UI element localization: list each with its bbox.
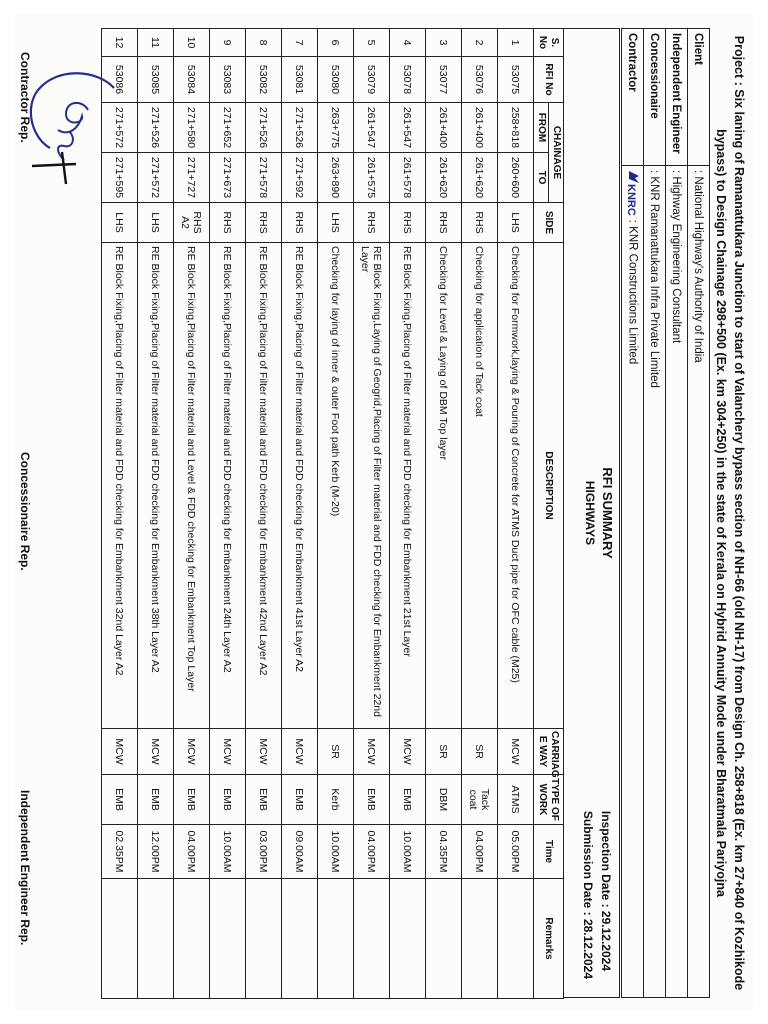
info-value-text: : National Highway's Authority of India <box>692 170 705 363</box>
cell-description: RE Block Fixing,Placing of Filter material and FDD checking for Embankment 42nd Layer A2 <box>246 243 282 729</box>
cell-to: 261+575 <box>354 153 390 203</box>
cell-description: Checking for Formwork,laying & Pouring of Concrete for ATMS Duct pipe for OFC cable (M25) <box>498 243 534 729</box>
cell-to: 260+600 <box>498 153 534 203</box>
knr-logo-icon <box>625 170 640 216</box>
cell-from: 263+775 <box>318 103 354 153</box>
independent-engineer-rep-label: Independent Engineer Rep. <box>18 790 32 946</box>
project-title: Project : Six laning of Ramanattukara Junction to start of Valanchery bypass section of NH-66 (old NH-17) from Design Ch. 258+818 (Ex. km 27+840 of Kozhikode bypass) to Design Chainage 298+500 (Ex. km 304+250) in the state of Kerala on Hybrid Annuity Mode under Bharatmala Pariyojna <box>714 35 746 991</box>
cell-time: 04.00PM <box>462 825 498 879</box>
col-to: TO <box>534 153 549 203</box>
cell-time: 04.35PM <box>426 825 462 879</box>
cell-sno: 1 <box>498 29 534 57</box>
cell-type-of-work: EMB <box>210 775 246 825</box>
cell-sno: 2 <box>462 29 498 57</box>
cell-description: Checking for Level & Laying of DBM Top layer <box>426 243 462 729</box>
cell-time: 02.35PM <box>102 825 138 879</box>
cell-remarks <box>282 879 318 999</box>
cell-type-of-work: EMB <box>354 775 390 825</box>
table-row <box>426 29 462 999</box>
cell-rfi-no: 53083 <box>210 57 246 103</box>
table-row <box>246 29 282 999</box>
cell-side: RHS <box>246 203 282 243</box>
info-value <box>644 166 666 998</box>
info-key: Independent Engineer <box>666 29 688 166</box>
cell-description: Checking for laying of inner & outer Foot path Kerb (M-20) <box>318 243 354 729</box>
table-row <box>138 29 174 999</box>
cell-rfi-no: 53082 <box>246 57 282 103</box>
cell-side: RHS <box>282 203 318 243</box>
table-row <box>498 29 534 999</box>
cell-remarks <box>102 879 138 999</box>
cell-time: 10.00AM <box>390 825 426 879</box>
info-value-text: : Highway Engineering Consultant <box>670 170 683 344</box>
table-row <box>354 29 390 999</box>
table-row <box>210 29 246 999</box>
rfi-summary-title: RFI SUMMARY <box>600 467 615 559</box>
cell-remarks <box>210 879 246 999</box>
cell-carriageway: SR <box>318 729 354 775</box>
cell-remarks <box>138 879 174 999</box>
info-value-text: : KNR Ramanattukara Infra Private Limited <box>648 170 661 388</box>
cell-sno: 7 <box>282 29 318 57</box>
cell-to: 271+673 <box>210 153 246 203</box>
cell-description: RE Block Fixing,Placing of Filter material and FDD checking for Embankment 41st Layer A2 <box>282 243 318 729</box>
info-key: Contractor <box>622 29 644 166</box>
cell-remarks <box>246 879 282 999</box>
cell-time: 03.00PM <box>246 825 282 879</box>
inspection-date: Inspection Date : 29.12.2024 <box>599 810 613 971</box>
cell-type-of-work: EMB <box>246 775 282 825</box>
info-value <box>622 166 644 998</box>
cell-type-of-work: Tack coat <box>462 775 498 825</box>
cell-time: 04.00PM <box>174 825 210 879</box>
cell-rfi-no: 53085 <box>138 57 174 103</box>
info-value-text: : KNR Constructions Limited <box>626 219 639 365</box>
cell-type-of-work: Kerb <box>318 775 354 825</box>
info-key: Client <box>688 29 710 166</box>
col-carriageway: CARRIAG E WAY <box>534 729 564 775</box>
cell-sno: 4 <box>390 29 426 57</box>
cell-rfi-no: 53077 <box>426 57 462 103</box>
cell-sno: 10 <box>174 29 210 57</box>
table-row <box>174 29 210 999</box>
cell-side: LHS <box>498 203 534 243</box>
cell-from: 271+572 <box>102 103 138 153</box>
cell-side: RHS <box>354 203 390 243</box>
cell-rfi-no: 53084 <box>174 57 210 103</box>
col-time: Time <box>534 825 564 879</box>
col-sno: S. No <box>534 29 564 57</box>
cell-side: LHS <box>138 203 174 243</box>
cell-description: RE Block Fixing,Laying of Geogrid,Placing of Filter material and FDD checking for Embankment 22nd Layer <box>354 243 390 729</box>
cell-type-of-work: EMB <box>174 775 210 825</box>
cell-to: 271+727 <box>174 153 210 203</box>
cell-to: 271+572 <box>138 153 174 203</box>
cell-remarks <box>354 879 390 999</box>
cell-type-of-work: EMB <box>390 775 426 825</box>
knr-logo-text: KNRC <box>625 184 637 216</box>
cell-sno: 12 <box>102 29 138 57</box>
cell-description: RE Block Fixing,Placing of Filter material and Level & FDD checking for Embankment Top Layer <box>174 243 210 729</box>
info-row <box>644 29 666 998</box>
cell-sno: 11 <box>138 29 174 57</box>
cell-carriageway: MCW <box>282 729 318 775</box>
rfi-summary-subtitle: HIGHWAYS <box>583 480 597 546</box>
col-remarks: Remarks <box>534 879 564 999</box>
cell-carriageway: MCW <box>138 729 174 775</box>
cell-sno: 5 <box>354 29 390 57</box>
cell-description: RE Block Fixing,Placing of Filter material and FDD checking for Embankment 38th Layer A2 <box>138 243 174 729</box>
cell-rfi-no: 53086 <box>102 57 138 103</box>
cell-to: 271+592 <box>282 153 318 203</box>
cell-side: LHS <box>102 203 138 243</box>
table-row <box>318 29 354 999</box>
cell-type-of-work: EMB <box>102 775 138 825</box>
cell-from: 271+652 <box>210 103 246 153</box>
col-rfi: RFI No <box>534 57 564 103</box>
cell-carriageway: SR <box>462 729 498 775</box>
cell-carriageway: MCW <box>174 729 210 775</box>
submission-date: Submission Date : 28.12.2024 <box>581 810 595 979</box>
cell-carriageway: SR <box>426 729 462 775</box>
cell-remarks <box>318 879 354 999</box>
cell-carriageway: MCW <box>246 729 282 775</box>
cell-from: 261+547 <box>354 103 390 153</box>
cell-remarks <box>390 879 426 999</box>
cell-rfi-no: 53078 <box>390 57 426 103</box>
info-value <box>688 166 710 998</box>
info-row <box>622 29 644 998</box>
cell-description: RE Block Fixing,Placing of Filter material and FDD checking for Embankment 32nd Layer A2 <box>102 243 138 729</box>
col-side: SIDE <box>534 203 564 243</box>
cell-rfi-no: 53080 <box>318 57 354 103</box>
concessionaire-rep-label: Concessionaire Rep. <box>18 452 32 571</box>
cell-side: RHS A2 <box>174 203 210 243</box>
cell-to: 271+595 <box>102 153 138 203</box>
contractor-signature <box>18 60 128 210</box>
table-row <box>282 29 318 999</box>
cell-type-of-work: EMB <box>138 775 174 825</box>
col-description: DESCRIPTION <box>534 243 564 729</box>
cell-type-of-work: DBM <box>426 775 462 825</box>
cell-time: 10.00AM <box>210 825 246 879</box>
cell-from: 261+400 <box>462 103 498 153</box>
cell-rfi-no: 53076 <box>462 57 498 103</box>
table-row <box>390 29 426 999</box>
cell-from: 271+580 <box>174 103 210 153</box>
cell-side: RHS <box>210 203 246 243</box>
cell-remarks <box>462 879 498 999</box>
cell-carriageway: MCW <box>390 729 426 775</box>
cell-carriageway: MCW <box>354 729 390 775</box>
cell-time: 04.00PM <box>354 825 390 879</box>
cell-type-of-work: EMB <box>282 775 318 825</box>
table-row <box>462 29 498 999</box>
info-row <box>666 29 688 998</box>
cell-rfi-no: 53075 <box>498 57 534 103</box>
cell-rfi-no: 53081 <box>282 57 318 103</box>
cell-side: RHS <box>462 203 498 243</box>
cell-to: 271+578 <box>246 153 282 203</box>
cell-side: RHS <box>390 203 426 243</box>
cell-time: 09.00AM <box>282 825 318 879</box>
cell-description: RE Block Fixing,Placing of Filter material and FDD checking for Embankment 21st Layer <box>390 243 426 729</box>
cell-carriageway: MCW <box>210 729 246 775</box>
cell-from: 271+526 <box>246 103 282 153</box>
cell-from: 258+818 <box>498 103 534 153</box>
cell-remarks <box>498 879 534 999</box>
cell-time: 10.00AM <box>318 825 354 879</box>
cell-sno: 9 <box>210 29 246 57</box>
cell-remarks <box>174 879 210 999</box>
cell-from: 271+526 <box>282 103 318 153</box>
cell-carriageway: MCW <box>498 729 534 775</box>
cell-from: 271+526 <box>138 103 174 153</box>
info-table <box>621 28 710 998</box>
cell-sno: 3 <box>426 29 462 57</box>
col-chainage: CHAINAGE <box>549 103 564 203</box>
summary-header <box>564 28 620 998</box>
col-type-of-work: TYPE OF WORK <box>534 775 564 825</box>
dates-block <box>579 811 615 979</box>
cell-sno: 6 <box>318 29 354 57</box>
info-row <box>688 29 710 998</box>
cell-rfi-no: 53079 <box>354 57 390 103</box>
cell-to: 263+890 <box>318 153 354 203</box>
cell-to: 261+578 <box>390 153 426 203</box>
cell-side: RHS <box>426 203 462 243</box>
cell-description: Checking for application of Tack coat <box>462 243 498 729</box>
cell-time: 05.00PM <box>498 825 534 879</box>
info-value <box>666 166 688 998</box>
contractor-rep-label: Contractor Rep. <box>18 52 32 143</box>
cell-from: 261+547 <box>390 103 426 153</box>
cell-side: LHS <box>318 203 354 243</box>
cell-to: 261+620 <box>426 153 462 203</box>
cell-sno: 8 <box>246 29 282 57</box>
cell-time: 12.00PM <box>138 825 174 879</box>
cell-carriageway: MCW <box>102 729 138 775</box>
col-from: FROM <box>534 103 549 153</box>
cell-remarks <box>426 879 462 999</box>
info-key: Concessionaire <box>644 29 666 166</box>
rfi-table <box>101 28 564 999</box>
cell-to: 261+620 <box>462 153 498 203</box>
cell-from: 261+400 <box>426 103 462 153</box>
cell-description: RE Block Fixing,Placing of Filter material and FDD checking for Embankment 24th Layer A2 <box>210 243 246 729</box>
cell-type-of-work: ATMS <box>498 775 534 825</box>
